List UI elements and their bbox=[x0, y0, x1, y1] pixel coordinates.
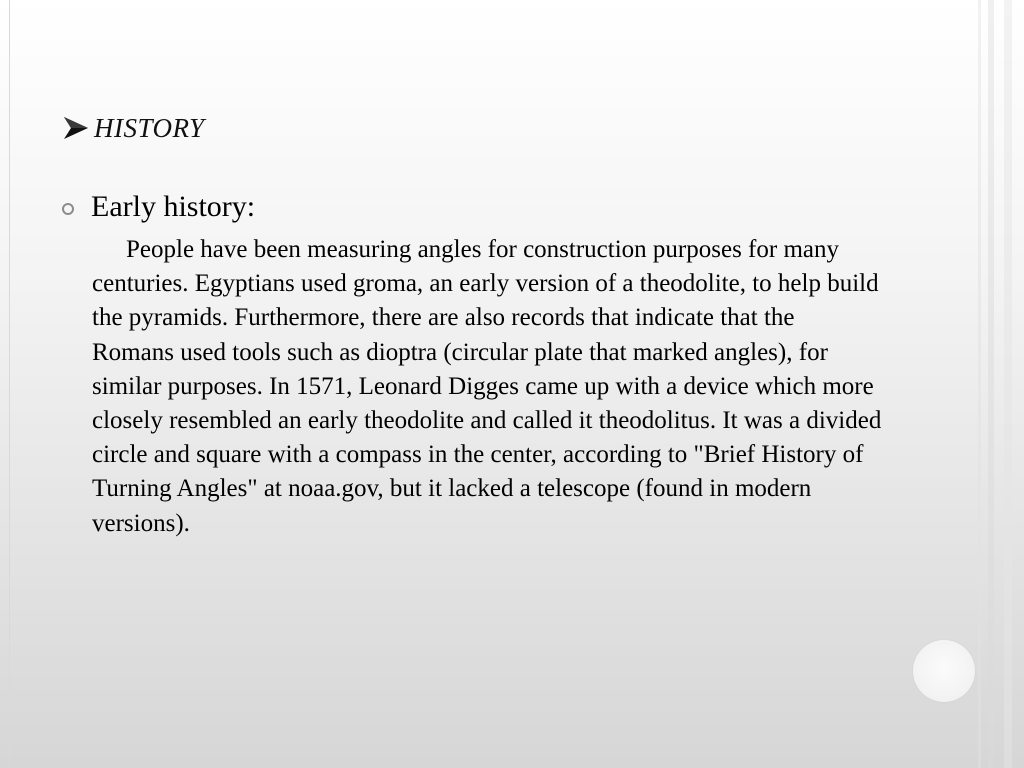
slide-title-row bbox=[62, 106, 205, 150]
body-paragraph: People have been measuring angles for construction purposes for many centuries. Egyptians used groma, an early version of a theodolite, to help build the pyramids. Furthermore, there are also records that indicate that the Romans used tools such as dioptra (circular plate that marked angles), for similar purposes. In 1571, Leonard Digges came up with a device which more closely resembled an early theodolite and called it theodolitus. It was a divided circle and square with a compass in the center, according to "Brief History of Turning Angles" at noaa.gov, but it lacked a telescope (found in modern versions). bbox=[92, 236, 882, 537]
right-decor-bar bbox=[978, 0, 981, 768]
right-decor-bar bbox=[1004, 0, 1012, 768]
slide-title: HISTORY bbox=[94, 112, 205, 143]
bullet-heading: Early history: bbox=[91, 190, 256, 223]
left-border-line bbox=[9, 0, 10, 768]
bullet-item bbox=[62, 188, 255, 226]
arrow-bullet-icon bbox=[62, 115, 90, 141]
ring-bullet-icon bbox=[62, 203, 74, 215]
bullet-body bbox=[92, 233, 882, 541]
decor-circle bbox=[913, 640, 975, 702]
right-decor-bar bbox=[988, 0, 994, 768]
